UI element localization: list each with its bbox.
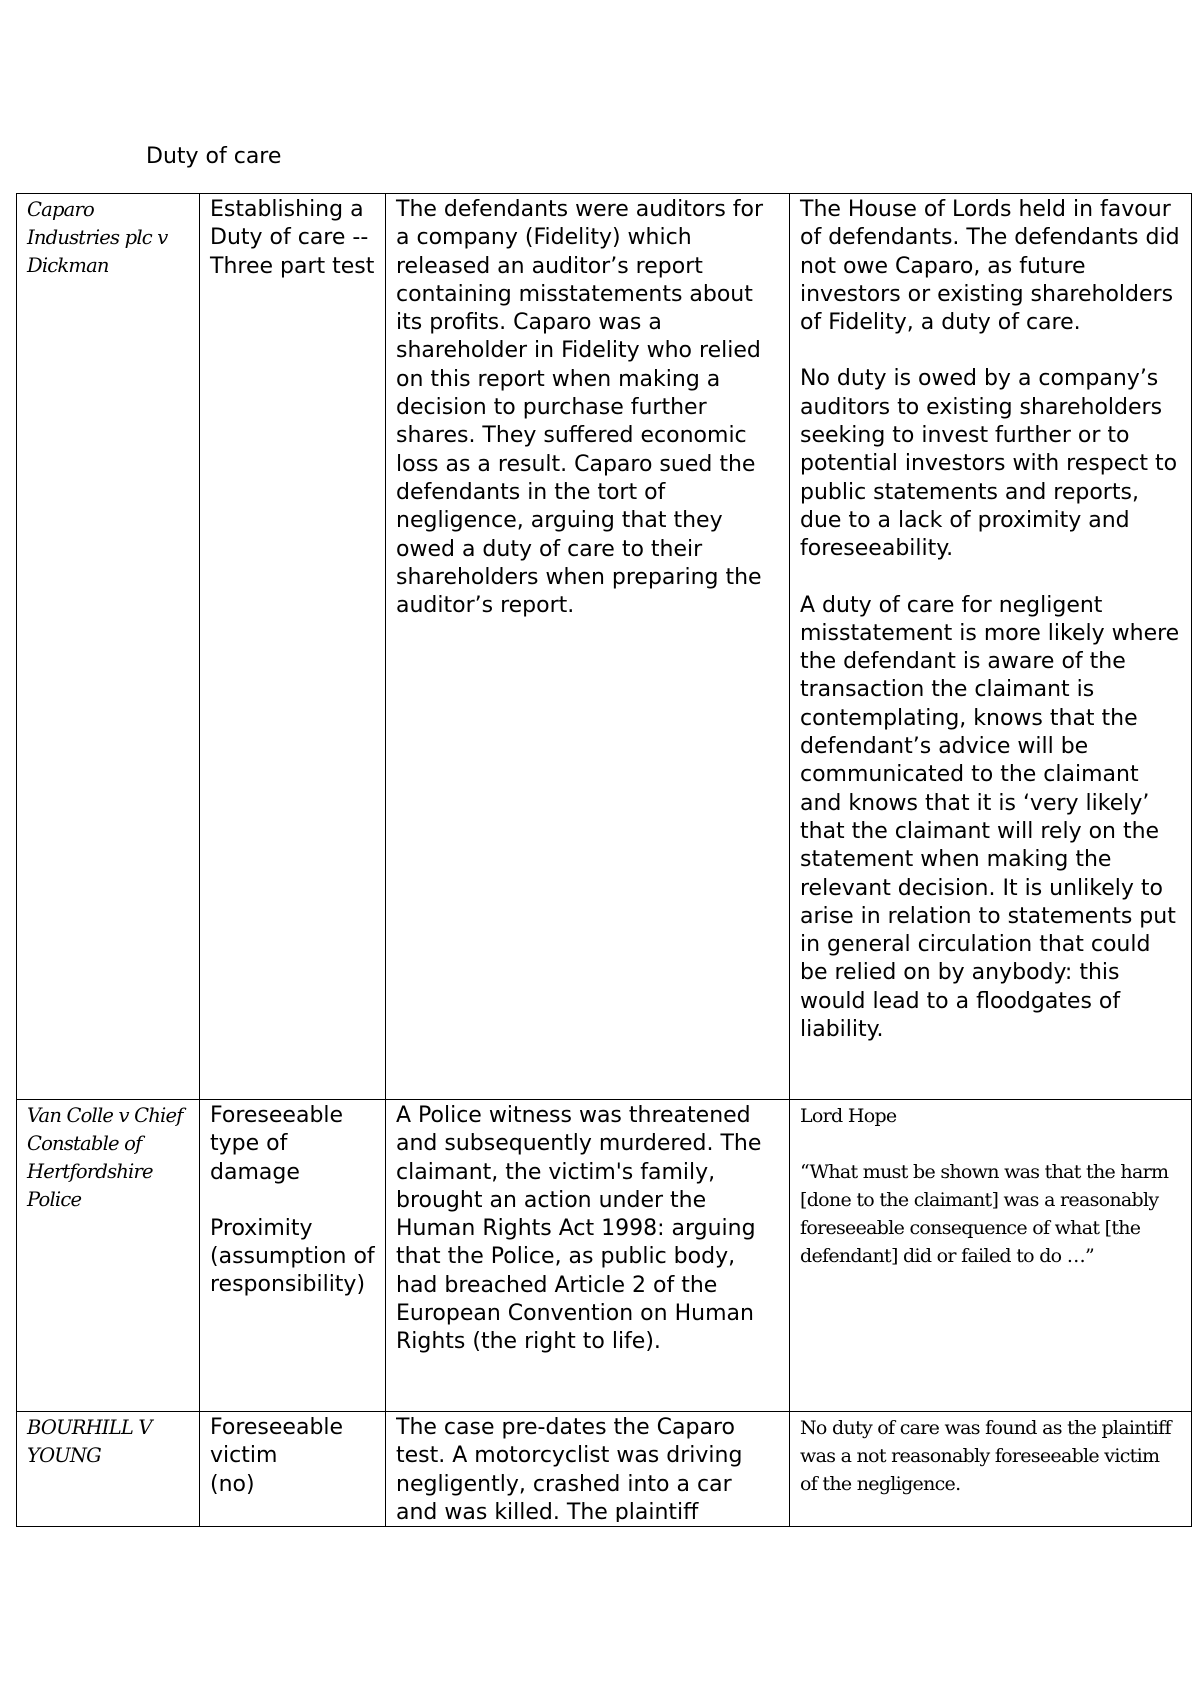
issue-cell	[200, 1412, 386, 1527]
held-paragraph: The House of Lords held in favour of defendants. The defendants did not owe Caparo, as future investors or existing shareholders of Fidelity, a duty of care.	[800, 197, 1180, 336]
held-cell	[790, 1412, 1192, 1527]
facts-text: A Police witness was threatened and subsequently murdered. The claimant, the victim's family, brought an action under the Human Rights Act 1998: arguing that the Police, as public body, had breached Article 2 of the European Convention on Human Rights (the right to life).	[396, 1103, 762, 1355]
table-row	[17, 194, 1192, 1100]
held-paragraph: No duty is owed by a company’s auditors to existing shareholders seeking to invest further or to potential investors with respect to public statements and reports, due to a lack of proximity and foreseeability.	[800, 366, 1178, 562]
table-row	[17, 1100, 1192, 1412]
issue-cell	[200, 1100, 386, 1412]
issue-cell	[200, 194, 386, 1100]
case-name: Caparo Industries plc v Dickman	[27, 198, 168, 277]
issue-text: (no)	[210, 1471, 255, 1497]
document-title: Duty of care	[146, 144, 282, 169]
case-name: BOURHILL V YOUNG	[27, 1416, 152, 1467]
facts-cell	[386, 1412, 790, 1527]
issue-text: Foreseeable victim	[210, 1415, 344, 1469]
issue-text: Three part test	[210, 253, 375, 279]
case-table	[16, 193, 1192, 1527]
held-cell	[790, 194, 1192, 1100]
issue-text: Establishing a Duty of care --	[210, 197, 369, 251]
facts-text: The case pre-dates the Caparo test. A motorcyclist was driving negligently, crashed into a car and was killed. The plaintiff	[396, 1415, 743, 1522]
issue-text: Proximity (assumption of responsibility)	[210, 1215, 375, 1298]
held-paragraph: No duty of care was found as the plaintiff was a not reasonably foreseeable victim of the negligence.	[800, 1417, 1171, 1495]
issue-text: Foreseeable type of damage	[210, 1103, 344, 1185]
held-paragraph: A duty of care for negligent misstatement is more likely where the defendant is aware of the transaction the claimant is contemplating, knows that the defendant’s advice will be communicated to the claimant and knows that it is ‘very likely’ that the claimant will rely on the statement when making the relevant decision. It is unlikely to arise in relation to statements put in general circulation that could be relied on by anybody: this would lead to a floodgates of liability.	[800, 592, 1180, 1043]
held-paragraph: “What must be shown was that the harm [done to the claimant] was a reasonably foreseeable consequence of what [the defendant] did or failed to do …”	[800, 1161, 1169, 1267]
case-name-cell	[17, 1100, 200, 1412]
table-row	[17, 1412, 1192, 1527]
facts-cell	[386, 1100, 790, 1412]
facts-cell	[386, 194, 790, 1100]
case-name-cell	[17, 1412, 200, 1527]
case-name-cell	[17, 194, 200, 1100]
held-cell	[790, 1100, 1192, 1412]
held-paragraph: Lord Hope	[800, 1105, 897, 1127]
case-name: Van Colle v Chief Constable of Hertfordshire Police	[27, 1104, 183, 1211]
facts-text: The defendants were auditors for a company (Fidelity) which released an auditor’s report containing misstatements about its profits. Caparo was a shareholder in Fidelity who relied on this report when making a decision to purchase further shares. They suffered economic loss as a result. Caparo sued the defendants in the tort of negligence, arguing that they owed a duty of care to their shareholders when preparing the auditor’s report.	[396, 197, 764, 619]
